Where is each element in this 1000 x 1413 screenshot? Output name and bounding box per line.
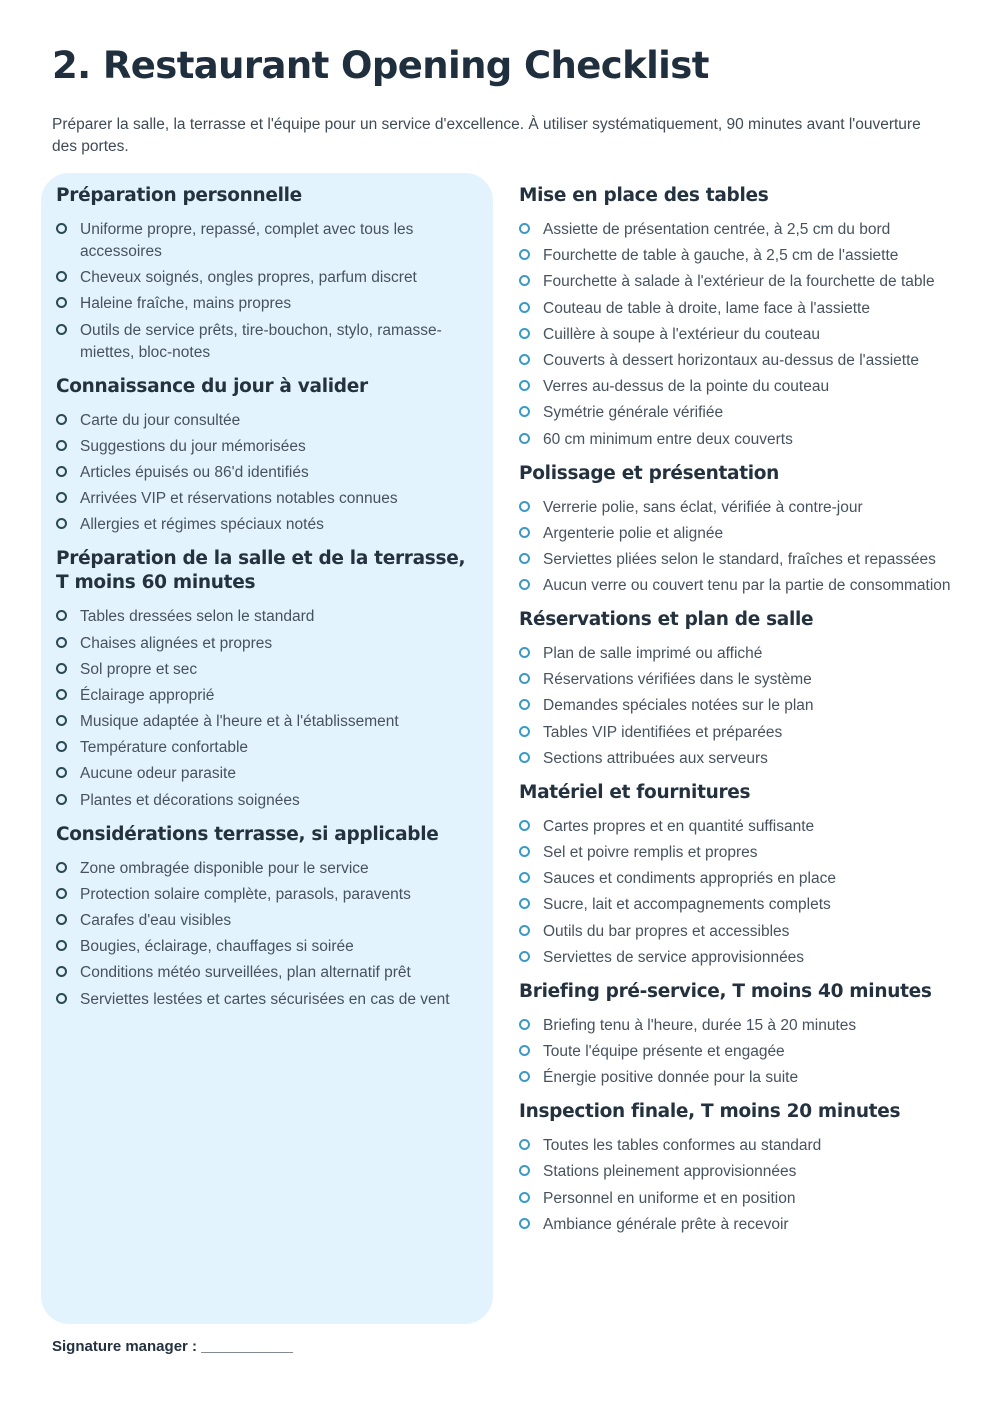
checklist-item-label: Chaises alignées et propres (80, 634, 273, 652)
right-column (519, 184, 959, 1247)
checklist-item-label: Plantes et décorations soignées (80, 791, 300, 809)
checklist-item (56, 936, 476, 958)
empty-circle-checkbox-icon[interactable] (519, 898, 530, 909)
empty-circle-checkbox-icon[interactable] (519, 433, 530, 444)
checklist-item (519, 298, 959, 320)
checklist-item (519, 1067, 959, 1089)
checklist-item-label: Serviettes pliées selon le standard, fraîches et repassées (543, 550, 936, 568)
checklist-item-label: Cartes propres et en quantité suffisante (543, 817, 815, 835)
empty-circle-checkbox-icon[interactable] (519, 328, 530, 339)
empty-circle-checkbox-icon[interactable] (56, 767, 67, 778)
checklist-item-label: Fourchette à salade à l'extérieur de la fourchette de table (543, 273, 935, 291)
checklist-item (56, 514, 476, 536)
checklist-item (519, 1161, 959, 1183)
empty-circle-checkbox-icon[interactable] (56, 324, 67, 335)
empty-circle-checkbox-icon[interactable] (56, 637, 67, 648)
checklist-item-label: Zone ombragée disponible pour le service (80, 859, 369, 877)
checklist-item (56, 659, 476, 681)
empty-circle-checkbox-icon[interactable] (519, 553, 530, 564)
checklist-item-label: Stations pleinement approvisionnées (543, 1163, 797, 1181)
empty-circle-checkbox-icon[interactable] (519, 275, 530, 286)
checklist-item-label: Demandes spéciales notées sur le plan (543, 697, 814, 715)
checklist-item-label: Suggestions du jour mémorisées (80, 437, 306, 455)
checklist-item (519, 722, 959, 744)
checklist-item (56, 910, 476, 932)
empty-circle-checkbox-icon[interactable] (56, 223, 67, 234)
checklist-item-label: Ambiance générale prête à recevoir (543, 1215, 789, 1233)
checklist-item-label: Verrerie polie, sans éclat, vérifiée à contre-jour (543, 498, 863, 516)
checklist-items (56, 410, 476, 537)
section-title: Considérations terrasse, si applicable (56, 823, 439, 845)
empty-circle-checkbox-icon[interactable] (56, 610, 67, 621)
checklist-item (56, 962, 476, 984)
checklist-item (56, 606, 476, 628)
empty-circle-checkbox-icon[interactable] (519, 846, 530, 857)
checklist-item (519, 575, 959, 597)
checklist-section-briefing-pre-service-t-moins-40-minutes (519, 980, 959, 1089)
checklist-item-label: Sections attribuées aux serveurs (543, 749, 768, 767)
empty-circle-checkbox-icon[interactable] (519, 673, 530, 684)
empty-circle-checkbox-icon[interactable] (519, 1218, 530, 1229)
empty-circle-checkbox-icon[interactable] (519, 647, 530, 658)
checklist-items (56, 606, 476, 811)
empty-circle-checkbox-icon[interactable] (56, 914, 67, 925)
checklist-item (519, 816, 959, 838)
checklist-item-label: Sauces et condiments appropriés en place (543, 870, 836, 888)
checklist-item-label: Fourchette de table à gauche, à 2,5 cm de l'assiette (543, 247, 899, 265)
checklist-section-mise-en-place-des-tables (519, 184, 959, 451)
checklist-item (519, 894, 959, 916)
checklist-item (56, 219, 476, 263)
checklist-item (519, 669, 959, 691)
checklist-items (519, 1135, 959, 1236)
checklist-items (519, 219, 959, 451)
checklist-items (56, 219, 476, 364)
checklist-item (56, 884, 476, 906)
checklist-item-label: Haleine fraîche, mains propres (80, 295, 292, 313)
checklist-item-label: Éclairage approprié (80, 686, 215, 704)
checklist-item (56, 436, 476, 458)
section-title: Mise en place des tables (519, 185, 769, 206)
empty-circle-checkbox-icon[interactable] (56, 414, 67, 425)
checklist-item-label: Allergies et régimes spéciaux notés (80, 516, 324, 534)
checklist-item-label: Couteau de table à droite, lame face à l'assiette (543, 299, 870, 317)
checklist-item-label: Carte du jour consultée (80, 411, 241, 429)
checklist-item-label: Sucre, lait et accompagnements complets (543, 896, 831, 914)
checklist-item-label: 60 cm minimum entre deux couverts (543, 430, 793, 448)
checklist-item (56, 711, 476, 733)
checklist-item (56, 858, 476, 880)
empty-circle-checkbox-icon[interactable] (519, 872, 530, 883)
checklist-items (519, 643, 959, 770)
checklist-section-considerations-terrasse-si-applicable (56, 823, 476, 1011)
checklist-item (56, 633, 476, 655)
checklist-item-label: Cuillère à soupe à l'extérieur du couteau (543, 325, 820, 343)
checklist-item (519, 324, 959, 346)
checklist-item-label: Articles épuisés ou 86'd identifiés (80, 463, 309, 481)
empty-circle-checkbox-icon[interactable] (519, 302, 530, 313)
checklist-item-label: Aucun verre ou couvert tenu par la partie de consommation (543, 577, 951, 595)
section-title: Inspection finale, T moins 20 minutes (519, 1101, 901, 1123)
checklist-items (519, 497, 959, 598)
checklist-item (519, 271, 959, 293)
empty-circle-checkbox-icon[interactable] (56, 940, 67, 951)
checklist-item (519, 523, 959, 545)
checklist-section-inspection-finale-t-moins-20-minutes (519, 1100, 959, 1236)
empty-circle-checkbox-icon[interactable] (519, 752, 530, 763)
empty-circle-checkbox-icon[interactable] (519, 1192, 530, 1203)
checklist-item (519, 350, 959, 372)
checklist-item (519, 1041, 959, 1063)
checklist-item-label: Briefing tenu à l'heure, durée 15 à 20 minutes (543, 1016, 857, 1034)
empty-circle-checkbox-icon[interactable] (519, 579, 530, 590)
empty-circle-checkbox-icon[interactable] (519, 1045, 530, 1056)
checklist-item-label: Musique adaptée à l'heure et à l'établissement (80, 713, 399, 731)
checklist-item-label: Outils du bar propres et accessibles (543, 922, 790, 940)
checklist-item-label: Tables VIP identifiées et préparées (543, 723, 783, 741)
empty-circle-checkbox-icon[interactable] (519, 726, 530, 737)
checklist-item (56, 462, 476, 484)
empty-circle-checkbox-icon[interactable] (519, 501, 530, 512)
checklist-item (519, 376, 959, 398)
empty-circle-checkbox-icon[interactable] (519, 406, 530, 417)
checklist-item-label: Arrivées VIP et réservations notables connues (80, 490, 398, 508)
checklist-item-label: Personnel en uniforme et en position (543, 1189, 796, 1207)
checklist-section-preparation-de-la-salle-et-de-la-terrass (56, 547, 476, 811)
checklist-item (519, 947, 959, 969)
empty-circle-checkbox-icon[interactable] (519, 951, 530, 962)
empty-circle-checkbox-icon[interactable] (56, 794, 67, 805)
checklist-item-label: Serviettes lestées et cartes sécurisées en cas de vent (80, 990, 450, 1008)
checklist-item-label: Cheveux soignés, ongles propres, parfum discret (80, 269, 417, 287)
section-title: Matériel et fournitures (519, 781, 751, 803)
checklist-section-polissage-et-presentation (519, 462, 959, 598)
checklist-section-connaissance-du-jour-a-valider (56, 375, 476, 537)
empty-circle-checkbox-icon[interactable] (56, 689, 67, 700)
checklist-item (519, 921, 959, 943)
checklist-item-label: Bougies, éclairage, chauffages si soirée (80, 938, 354, 956)
checklist-item-label: Protection solaire complète, parasols, paravents (80, 885, 411, 903)
empty-circle-checkbox-icon[interactable] (519, 380, 530, 391)
checklist-item (56, 410, 476, 432)
checklist-item (519, 497, 959, 519)
empty-circle-checkbox-icon[interactable] (56, 888, 67, 899)
checklist-item-label: Argenterie polie et alignée (543, 524, 724, 542)
checklist-section-reservations-et-plan-de-salle (519, 608, 959, 770)
checklist-item-label: Uniforme propre, repassé, complet avec tous les accessoires (80, 221, 414, 260)
checklist-item-label: Réservations vérifiées dans le système (543, 671, 812, 689)
checklist-item-label: Conditions météo surveillées, plan alternatif prêt (80, 964, 411, 982)
checklist-item (519, 245, 959, 267)
checklist-item-label: Tables dressées selon le standard (80, 608, 315, 626)
empty-circle-checkbox-icon[interactable] (56, 966, 67, 977)
empty-circle-checkbox-icon[interactable] (519, 1165, 530, 1176)
checklist-section-materiel-et-fournitures (519, 781, 959, 969)
section-title: Briefing pré-service, T moins 40 minutes (519, 980, 932, 1002)
checklist-item-label: Toute l'équipe présente et engagée (543, 1042, 785, 1060)
checklist-section-preparation-personnelle (56, 184, 476, 364)
checklist-item (519, 429, 959, 451)
section-title: Préparation personnelle (56, 185, 302, 206)
checklist-item (56, 790, 476, 812)
checklist-item-label: Température confortable (80, 739, 249, 757)
empty-circle-checkbox-icon[interactable] (56, 993, 67, 1004)
page-title: 2. Restaurant Opening Checklist (52, 44, 709, 87)
section-title: Connaissance du jour à valider (56, 375, 368, 397)
checklist-item (56, 488, 476, 510)
empty-circle-checkbox-icon[interactable] (519, 1071, 530, 1082)
empty-circle-checkbox-icon[interactable] (519, 820, 530, 831)
checklist-item (519, 748, 959, 770)
checklist-item-label: Serviettes de service approvisionnées (543, 948, 805, 966)
checklist-item (56, 267, 476, 289)
checklist-item-label: Toutes les tables conformes au standard (543, 1137, 822, 1155)
checklist-item (519, 695, 959, 717)
checklist-item (56, 763, 476, 785)
checklist-item-label: Carafes d'eau visibles (80, 912, 232, 929)
checklist-item (56, 685, 476, 707)
empty-circle-checkbox-icon[interactable] (56, 271, 67, 282)
checklist-item (519, 1214, 959, 1236)
empty-circle-checkbox-icon[interactable] (56, 297, 67, 308)
checklist-item-label: Énergie positive donnée pour la suite (543, 1069, 799, 1087)
checklist-item (56, 989, 476, 1011)
checklist-item (56, 320, 476, 364)
checklist-item (519, 402, 959, 424)
empty-circle-checkbox-icon[interactable] (519, 354, 530, 365)
checklist-item (519, 868, 959, 890)
checklist-item-label: Verres au-dessus de la pointe du couteau (543, 378, 830, 396)
checklist-item-label: Sol propre et sec (80, 660, 198, 678)
checklist-item-label: Outils de service prêts, tire-bouchon, stylo, ramasse-miettes, bloc-notes (80, 321, 442, 361)
checklist-item-label: Plan de salle imprimé ou affiché (543, 645, 763, 663)
checklist-item-label: Sel et poivre remplis et propres (543, 844, 758, 861)
empty-circle-checkbox-icon[interactable] (56, 741, 67, 752)
checklist-item-label: Couverts à dessert horizontaux au-dessus de l'assiette (543, 351, 920, 369)
checklist-item (56, 737, 476, 759)
empty-circle-checkbox-icon[interactable] (56, 440, 67, 451)
empty-circle-checkbox-icon[interactable] (519, 527, 530, 538)
empty-circle-checkbox-icon[interactable] (519, 1139, 530, 1150)
checklist-item-label: Assiette de présentation centrée, à 2,5 cm du bord (543, 221, 891, 238)
checklist-item (519, 1188, 959, 1210)
empty-circle-checkbox-icon[interactable] (519, 699, 530, 710)
checklist-item (519, 842, 959, 864)
checklist-item (519, 1015, 959, 1037)
checklist-items (56, 858, 476, 1011)
empty-circle-checkbox-icon[interactable] (56, 518, 67, 529)
empty-circle-checkbox-icon[interactable] (519, 1019, 530, 1030)
left-column (56, 184, 476, 1022)
checklist-items (519, 816, 959, 969)
intro-text: Préparer la salle, la terrasse et l'équipe pour un service d'excellence. À utiliser systématiquement, 90 minutes avant l'ouverture des portes. (52, 116, 921, 155)
empty-circle-checkbox-icon[interactable] (56, 492, 67, 503)
checklist-item-label: Aucune odeur parasite (80, 765, 236, 783)
checklist-item (519, 219, 959, 241)
checklist-item (519, 1135, 959, 1157)
empty-circle-checkbox-icon[interactable] (519, 925, 530, 936)
empty-circle-checkbox-icon[interactable] (56, 715, 67, 726)
empty-circle-checkbox-icon[interactable] (56, 862, 67, 873)
section-title: Réservations et plan de salle (519, 609, 814, 631)
checklist-item-label: Symétrie générale vérifiée (543, 404, 724, 422)
signature-line: Signature manager : ___________ (52, 1338, 293, 1355)
section-title: Polissage et présentation (519, 462, 780, 484)
checklist-item (519, 643, 959, 665)
empty-circle-checkbox-icon[interactable] (56, 466, 67, 477)
checklist-items (519, 1015, 959, 1089)
empty-circle-checkbox-icon[interactable] (519, 249, 530, 260)
empty-circle-checkbox-icon[interactable] (56, 663, 67, 674)
checklist-item (519, 549, 959, 571)
checklist-item (56, 293, 476, 315)
section-title: Préparation de la salle et de la terrasse, T moins 60 minutes (56, 548, 466, 594)
empty-circle-checkbox-icon[interactable] (519, 223, 530, 234)
